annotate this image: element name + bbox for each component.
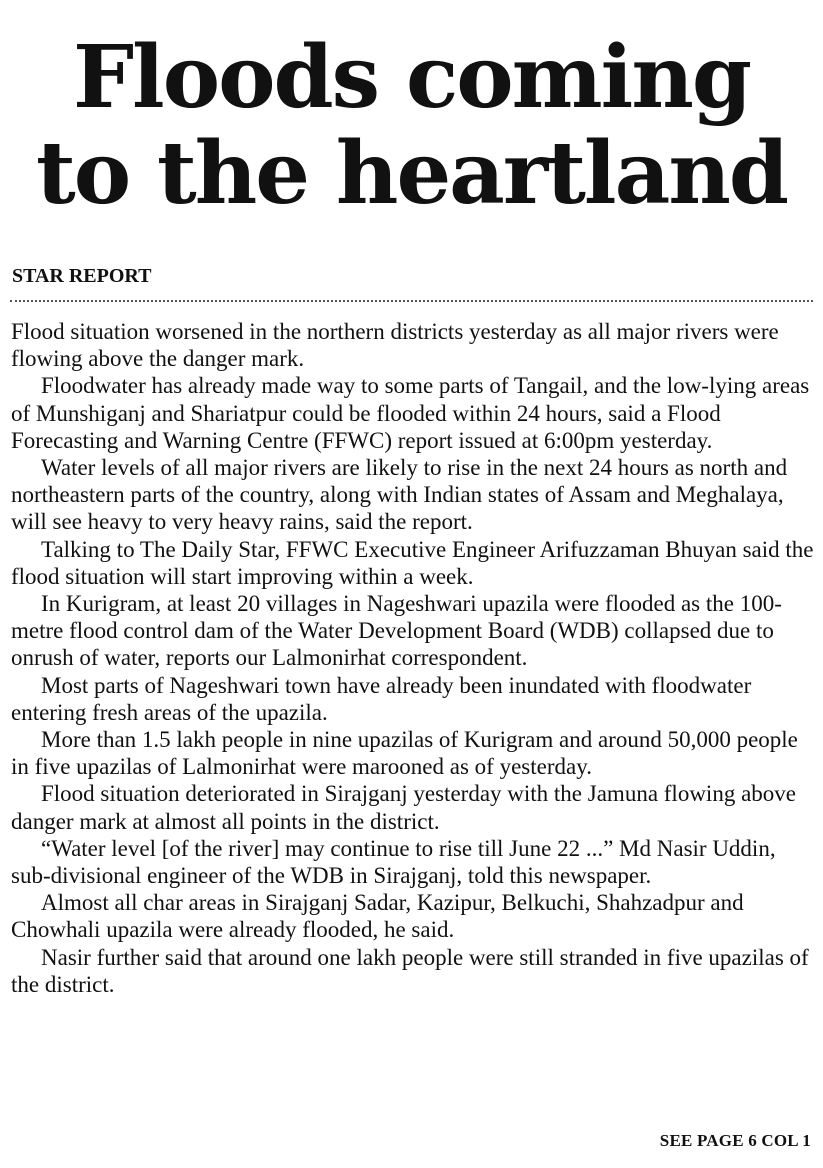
article-paragraph: Water levels of all major rivers are likely to rise in the next 24 hours as north and northeastern parts of the country, along with Indian states of Assam and Meghalaya, will see heavy to very heavy rains, said the report. <box>11 455 788 535</box>
headline-line-1: Floods coming <box>73 27 750 128</box>
headline-line-2: to the heartland <box>36 123 787 224</box>
article-paragraph: “Water level [of the river] may continue to rise till June 22 ...” Md Nasir Uddin, sub-divisional engineer of the WDB in Sirajganj, told this newspaper. <box>11 835 776 889</box>
byline: STAR REPORT <box>12 265 152 287</box>
article-paragraph: Floodwater has already made way to some parts of Tangail, and the low-lying areas of Munshiganj and Shariatpur could be flooded within 24 hours, said a Flood Forecasting and Warning Centre (FFWC) report issued at 6:00pm yesterday. <box>11 373 810 453</box>
article-paragraph: Nasir further said that around one lakh people were still stranded in five upazilas of the district. <box>11 944 809 997</box>
article-body <box>11 318 815 998</box>
article-paragraph: Almost all char areas in Sirajganj Sadar, Kazipur, Belkuchi, Shahzadpur and Chowhali upazila were already flooded, he said. <box>11 890 744 943</box>
article-paragraph: Flood situation deteriorated in Sirajganj yesterday with the Jamuna flowing above danger mark at almost all points in the district. <box>11 781 796 834</box>
article-paragraph: Most parts of Nageshwari town have already been inundated with floodwater entering fresh areas of the upazila. <box>11 672 752 725</box>
article-paragraph: Flood situation worsened in the northern districts yesterday as all major rivers were flowing above the danger mark. <box>11 319 779 372</box>
headline <box>0 27 823 224</box>
article-paragraph: Talking to The Daily Star, FFWC Executive Engineer Arifuzzaman Bhuyan said the flood situation will start improving within a week. <box>11 536 814 589</box>
article-paragraph: In Kurigram, at least 20 villages in Nageshwari upazila were flooded as the 100-metre flood control dam of the Water Development Board (WDB) collapsed due to onrush of water, reports our Lalmonirhat correspondent. <box>11 591 782 671</box>
dotted-divider <box>10 300 813 302</box>
article-paragraph: More than 1.5 lakh people in nine upazilas of Kurigram and around 50,000 people in five upazilas of Lalmonirhat were marooned as of yesterday. <box>11 727 798 780</box>
jump-line: SEE PAGE 6 COL 1 <box>659 1131 811 1150</box>
